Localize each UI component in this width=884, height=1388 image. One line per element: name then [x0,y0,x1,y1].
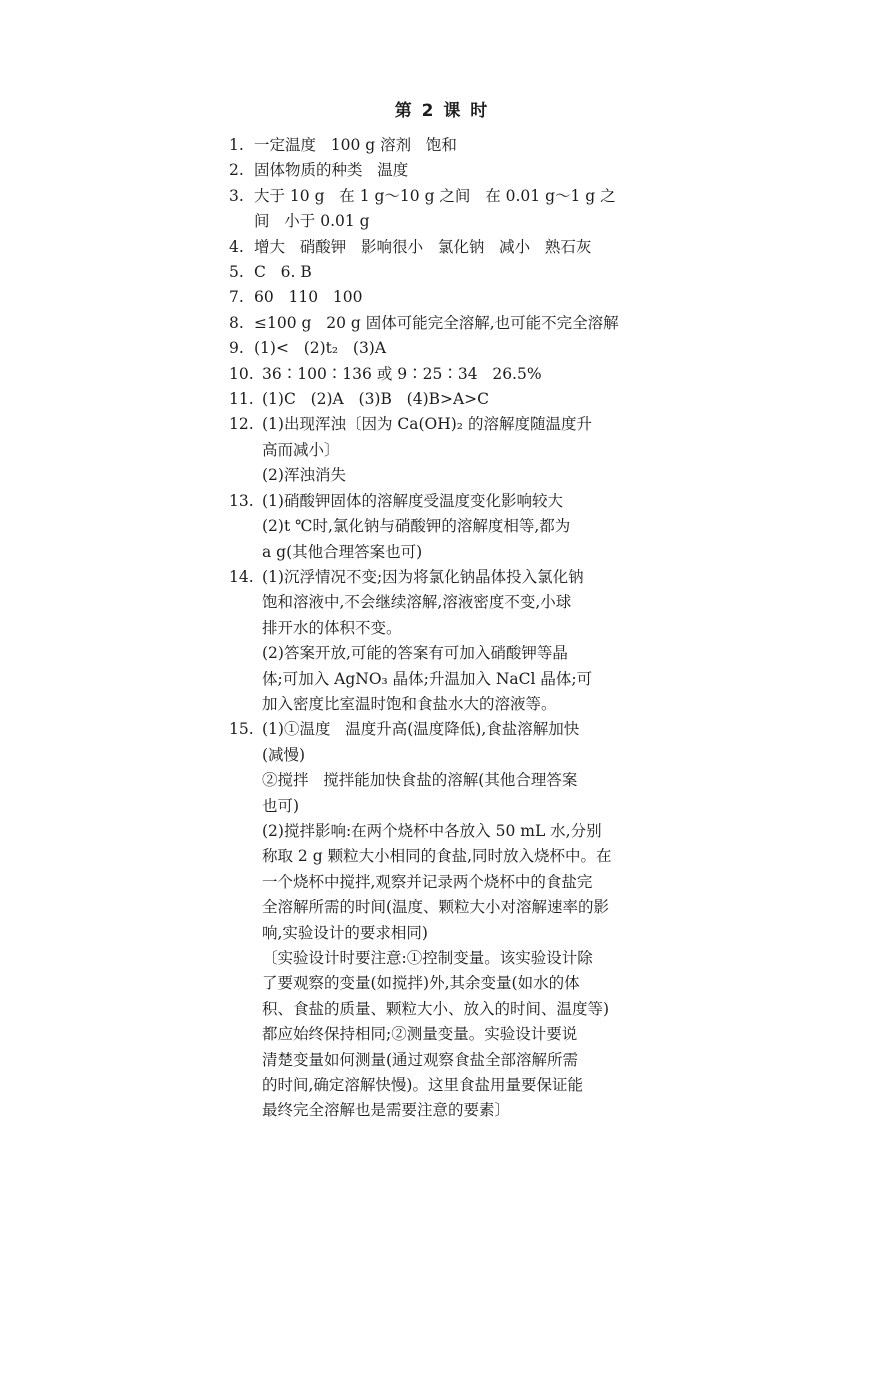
answer-number: 14. [229,567,254,586]
answer-line: 增大 硝酸钾 影响很小 氯化钠 减小 熟石灰 [254,237,592,256]
answer-item [229,387,651,412]
answer-item [229,184,651,235]
answer-number: 5. [229,263,244,282]
answer-line: C 6. B [254,263,312,282]
answer-list [229,133,651,1124]
answer-number: 10. [229,364,254,383]
answer-line: (1)C (2)A (3)B (4)B>A>C [262,390,490,409]
answer-text [262,565,651,717]
answer-line: (减慢) [262,745,306,764]
answer-text [254,260,651,285]
answer-line: 清楚变量如何测量(通过观察食盐全部溶解所需 [262,1050,579,1069]
answer-item [229,489,651,565]
answer-line: (2)答案开放,可能的答案有可加入硝酸钾等晶 [262,644,568,663]
answer-line: 积、食盐的质量、颗粒大小、放入的时间、温度等) [262,999,610,1018]
answer-number: 7. [229,288,244,307]
answer-line: 60 110 100 [254,288,363,307]
answer-number: 11. [229,390,254,409]
answer-number: 3. [229,186,244,205]
page-title: 第 2 课 时 [394,101,490,121]
answer-item [229,336,651,361]
answer-text [262,489,651,565]
answer-line: (1)硝酸钾固体的溶解度受温度变化影响较大 [262,491,563,510]
answer-text [254,184,651,235]
answer-text [262,412,651,488]
answer-text [254,285,651,310]
answer-number: 4. [229,237,244,256]
answer-line: 36∶100∶136 或 9∶25∶34 26.5% [262,364,542,383]
answer-text [254,311,651,336]
answer-number: 9. [229,339,244,358]
answer-text [254,133,651,158]
answer-line: 也可) [262,796,300,815]
answer-line: ≤100 g 20 g 固体可能完全溶解,也可能不完全溶解 [254,313,619,332]
answer-line: (1)出现浑浊〔因为 Ca(OH)₂ 的溶解度随温度升 [262,415,592,434]
answer-text [254,336,651,361]
answer-item [229,412,651,488]
answer-line: (2)t ℃时,氯化钠与硝酸钾的溶解度相等,都为 [262,517,571,536]
answer-line: a g(其他合理答案也可) [262,542,423,561]
answer-line: 都应始终保持相同;②测量变量。实验设计要说 [262,1025,578,1044]
answer-item [229,565,651,717]
answer-line: ②搅拌 搅拌能加快食盐的溶解(其他合理答案 [262,771,578,790]
answer-line: 加入密度比室温时饱和食盐水大的溶液等。 [262,694,557,713]
answer-line: 间 小于 0.01 g [254,212,370,231]
answer-line: 排开水的体积不变。 [262,618,402,637]
answer-line: 的时间,确定溶解快慢)。这里食盐用量要保证能 [262,1076,583,1095]
answer-item [229,362,651,387]
answer-line: 饱和溶液中,不会继续溶解,溶液密度不变,小球 [262,593,572,612]
answer-line: 最终完全溶解也是需要注意的要素〕 [262,1101,511,1120]
answer-line: (1)沉浮情况不变;因为将氯化钠晶体投入氯化钠 [262,567,584,586]
answer-line: 〔实验设计时要注意:①控制变量。该实验设计除 [262,949,593,967]
answer-line: 大于 10 g 在 1 g～10 g 之间 在 0.01 g～1 g 之 [254,186,616,205]
answer-item [229,235,651,260]
answer-line: 称取 2 g 颗粒大小相同的食盐,同时放入烧杯中。在 [262,847,612,866]
answer-item [229,311,651,336]
answer-number: 2. [229,161,244,180]
answer-line: 高而减小〕 [262,440,340,459]
answer-number: 13. [229,491,254,510]
answer-item [229,717,651,1124]
answer-text [262,362,651,387]
answer-line: 一个烧杯中搅拌,观察并记录两个烧杯中的食盐完 [262,872,593,891]
answer-line: 体;可加入 AgNO₃ 晶体;升温加入 NaCl 晶体;可 [262,669,593,688]
answer-text [262,387,651,412]
answer-line: 全溶解所需的时间(温度、颗粒大小对溶解速率的影 [262,898,610,917]
answer-number: 12. [229,415,254,434]
answer-item [229,260,651,285]
answer-line: 了要观察的变量(如搅拌)外,其余变量(如水的体 [262,974,580,993]
answer-line: (1)< (2)t₂ (3)A [254,339,387,358]
answer-line: (2)浑浊消失 [262,466,346,485]
answer-line: (2)搅拌影响:在两个烧杯中各放入 50 mL 水,分别 [262,821,602,840]
answer-text [262,717,651,1124]
answer-item [229,285,651,310]
answer-number: 15. [229,720,254,739]
answer-line: 一定温度 100 g 溶剂 饱和 [254,136,457,154]
answer-text [254,235,651,260]
answer-line: 固体物质的种类 温度 [254,161,409,180]
answer-item [229,133,651,158]
answer-text [254,158,651,183]
answer-line: (1)①温度 温度升高(温度降低),食盐溶解加快 [262,720,580,739]
answer-item [229,158,651,183]
answer-line: 响,实验设计的要求相同) [262,923,428,942]
answer-number: 1. [229,136,244,154]
answer-number: 8. [229,313,244,332]
